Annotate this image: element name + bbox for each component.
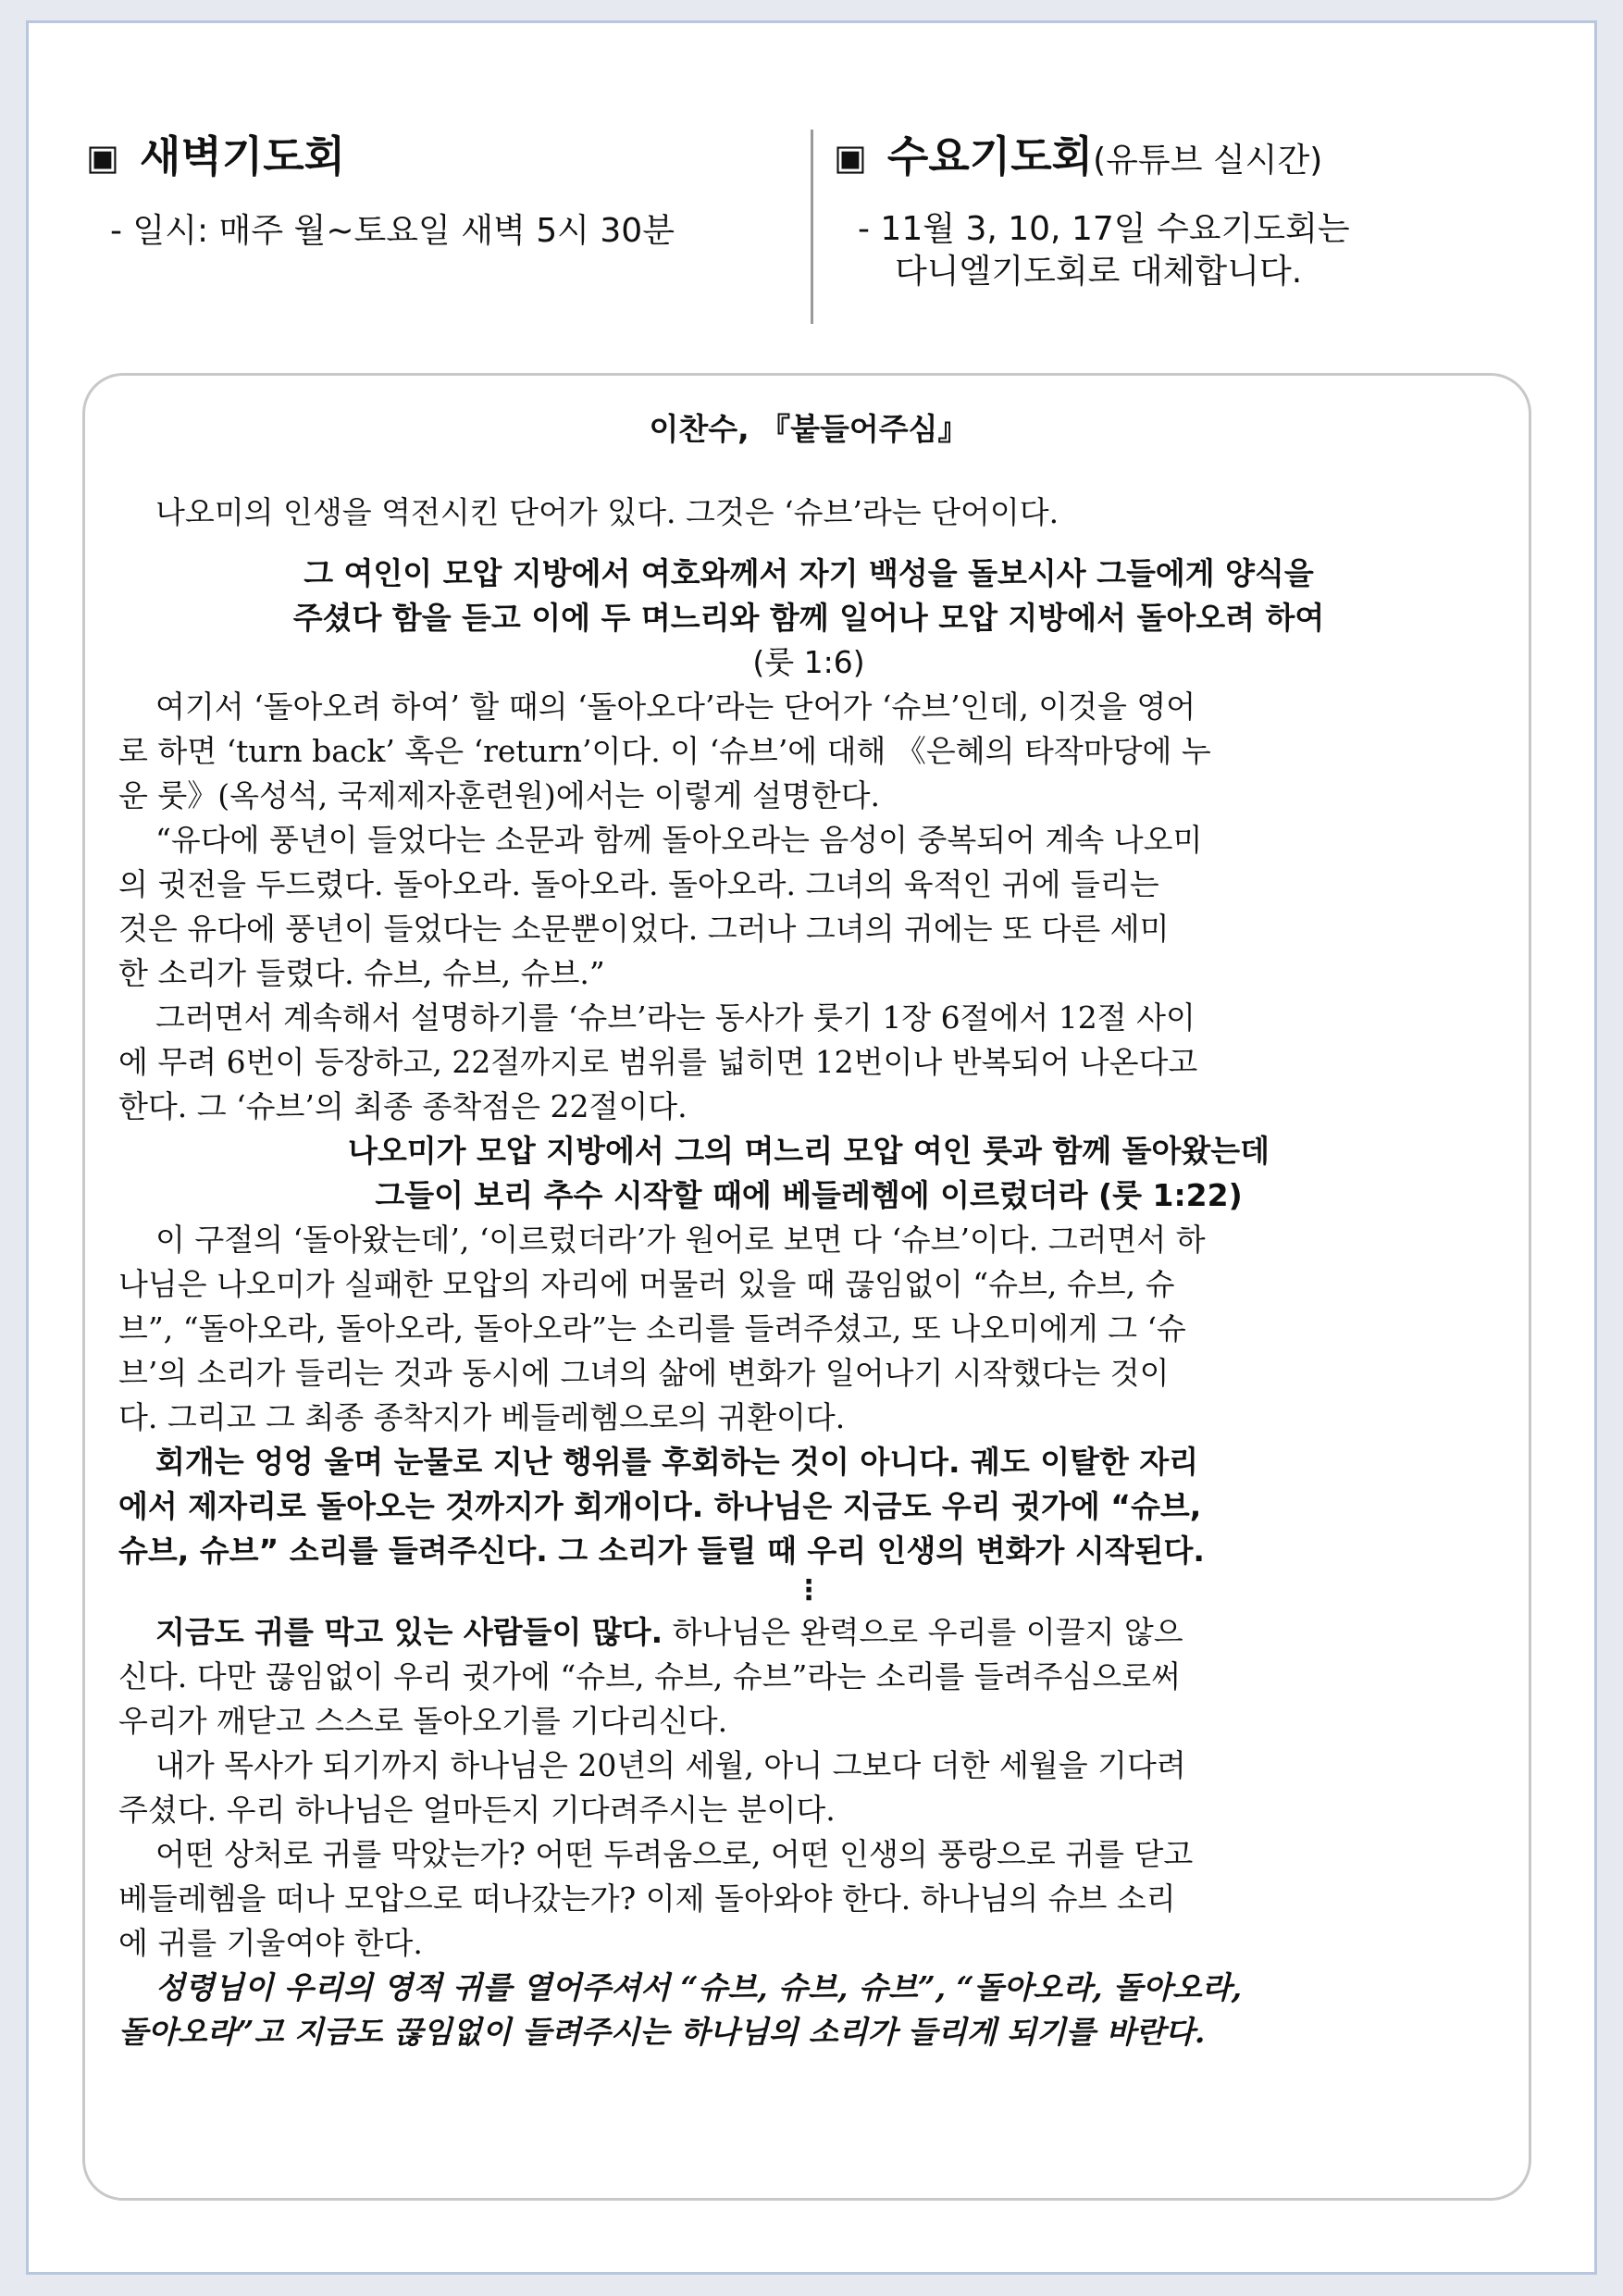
dawn-prayer-notice [86, 130, 808, 253]
wednesday-prayer-subtitle: (유튜브 실시간) [1093, 142, 1323, 180]
notices-section [29, 130, 1600, 361]
wednesday-prayer-title-text: 수요기도회 [886, 131, 1094, 181]
wednesday-prayer-line-2: 다니엘기도회로 대체합니다. [895, 253, 1303, 291]
dawn-prayer-time: - 일시: 매주 월~토요일 새벽 5시 30분 [110, 212, 675, 250]
scripture-verse-2: 나오미가 모압 지방에서 그의 며느리 모압 여인 룻과 함께 돌아왔는데 그들이 보리 추수 시작할 때에 베들레헴에 이르렀더라 (룻 1:22) [348, 1133, 1270, 1213]
paragraph-6: 내가 목사가 되기까지 하나님은 20년의 세월, 아니 그보다 더한 세월을 기다려 주셨다. 우리 하나님은 얼마든지 기다려주시는 분이다. [118, 1747, 1186, 1828]
square-bullet-icon: ▣ [86, 137, 119, 178]
article-title: 이찬수, 『붙들어주심』 [649, 411, 969, 447]
wednesday-prayer-notice [834, 130, 1555, 293]
dawn-prayer-title [86, 130, 808, 184]
paragraph-7: 어떤 상처로 귀를 막았는가? 어떤 두려움으로, 어떤 인생의 풍랑으로 귀를 닫고 베들레헴을 떠나 모압으로 떠나갔는가? 이제 돌아와야 한다. 하나님의 슈브 소리 에 귀를 기울여야 한다. [118, 1836, 1194, 1961]
bulletin-page [26, 20, 1597, 2275]
wednesday-prayer-title [834, 130, 1555, 188]
paragraph-2-quote: “유다에 풍년이 들었다는 소문과 함께 돌아오라는 음성이 중복되어 계속 나오미 의 귓전을 두드렸다. 돌아오라. 돌아오라. 돌아오라. 그녀의 육적인 귀에 들리는 것은 유다에 풍년이 들었다는 소문뿐이었다. 그러나 그녀의 귀에는 또 다른 세미 한 소리가 들렸다. 슈브, 슈브, 슈브.” [118, 822, 1203, 991]
scripture-verse-1: 그 여인이 모압 지방에서 여호와께서 자기 백성을 돌보시사 그들에게 양식을 주셨다 함을 듣고 이에 두 며느리와 함께 일어나 모압 지방에서 돌아오려 하여 (룻 1:6) [292, 555, 1325, 680]
article-box [82, 373, 1531, 2201]
square-bullet-icon: ▣ [834, 137, 867, 178]
paragraph-3: 그러면서 계속해서 설명하기를 ‘슈브’라는 동사가 룻기 1장 6절에서 12절 사이 에 무려 6번이 등장하고, 22절까지로 범위를 넓히면 12번이나 반복되어 나온다고 한다. 그 ‘슈브’의 최종 종착점은 22절이다. [118, 999, 1198, 1124]
paragraph-1: 여기서 ‘돌아오려 하여’ 할 때의 ‘돌아오다’라는 단어가 ‘슈브’인데, 이것을 영어 로 하면 ‘turn back’ 혹은 ‘return’이다. 이 ‘슈브’에 대해 《은혜의 타작마당에 누 운 룻》(옥성석, 국제제자훈련원)에서는 이렇게 설명한다. [118, 689, 1211, 813]
article-content [118, 407, 1499, 2054]
paragraph-5: 지금도 귀를 막고 있는 사람들이 많다. 하나님은 완력으로 우리를 이끌지 않으 신다. 다만 끊임없이 우리 귓가에 “슈브, 슈브, 슈브”라는 소리를 들려주심으로써 우리가 깨닫고 스스로 돌아오기를 기다리신다. [118, 1614, 1183, 1739]
repentance-paragraph: 회개는 엉엉 울며 눈물로 지난 행위를 후회하는 것이 아니다. 궤도 이탈한 자리 에서 제자리로 돌아오는 것까지가 회개이다. 하나님은 지금도 우리 귓가에 “슈브, 슈브, 슈브” 소리를 들려주신다. 그 소리가 들릴 때 우리 인생의 변화가 시작된다. [118, 1444, 1205, 1569]
paragraph-4: 이 구절의 ‘돌아왔는데’, ‘이르렀더라’가 원어로 보면 다 ‘슈브’이다. 그러면서 하 나님은 나오미가 실패한 모압의 자리에 머물러 있을 때 끊임없이 “슈브, 슈브, 슈 브”, “돌아오라, 돌아오라, 돌아오라”는 소리를 들려주셨고, 또 나오미에게 그 ‘슈 브’의 소리가 들리는 것과 동시에 그녀의 삶에 변화가 일어나기 시작했다는 것이 다. 그리고 그 최종 종착지가 베들레헴으로의 귀환이다. [118, 1222, 1206, 1435]
article-intro: 나오미의 인생을 역전시킨 단어가 있다. 그것은 ‘슈브’라는 단어이다. [155, 494, 1059, 530]
dawn-prayer-title-text: 새벽기도회 [139, 131, 346, 181]
vertical-ellipsis: ⋮ [795, 1574, 823, 1607]
paragraph-5-bold: 지금도 귀를 막고 있는 사람들이 많다. [155, 1614, 663, 1650]
closing-prayer-paragraph: 성령님이 우리의 영적 귀를 열어주셔서 “슈브, 슈브, 슈브”, “돌아오라, 돌아오라, 돌아오라”고 지금도 끊임없이 들려주시는 하나님의 소리가 들리게 되기를 바란다. [118, 1969, 1243, 2050]
notice-divider [811, 130, 813, 324]
wednesday-prayer-line-1: - 11월 3, 10, 17일 수요기도회는 [858, 210, 1350, 248]
